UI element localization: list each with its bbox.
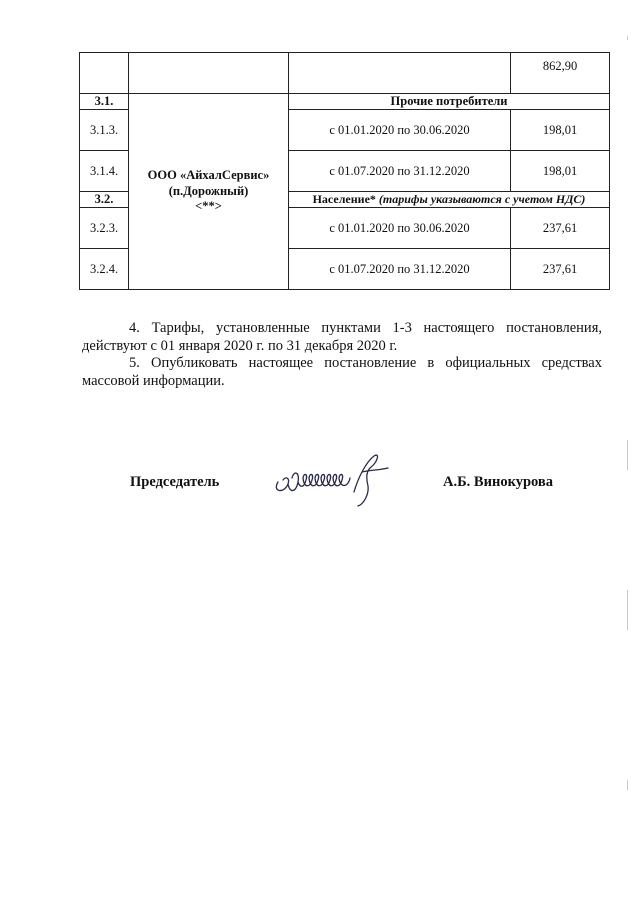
organization-note: <**>	[195, 199, 222, 214]
row-number: 3.2.4.	[80, 249, 129, 290]
table-cell	[129, 53, 289, 94]
section-title: Прочие потребители	[289, 94, 610, 110]
period-cell: с 01.07.2020 по 31.12.2020	[289, 151, 511, 192]
handwritten-signature	[270, 448, 400, 508]
tariff-table	[79, 52, 610, 290]
tariff-value: 198,01	[511, 151, 610, 192]
row-number: 3.1.3.	[80, 110, 129, 151]
section-title	[289, 192, 610, 208]
scan-mark	[627, 590, 628, 630]
tariff-value: 198,01	[511, 110, 610, 151]
row-number: 3.2.3.	[80, 208, 129, 249]
section-number: 3.1.	[80, 94, 129, 110]
period-cell: с 01.01.2020 по 30.06.2020	[289, 208, 511, 249]
paragraph-4: 4. Тарифы, установленные пунктами 1-3 настоящего постановления, действуют с 01 января 2020 г. по 31 декабря 2020 г.	[82, 320, 602, 354]
scan-mark	[627, 780, 628, 790]
table-cell	[80, 53, 129, 94]
signatory-name: А.Б. Винокурова	[443, 474, 553, 490]
tariff-value: 237,61	[511, 249, 610, 290]
scan-mark	[627, 440, 628, 470]
table-row	[80, 53, 610, 94]
paragraph-5: 5. Опубликовать настоящее постановление в официальных средствах массовой информации.	[82, 355, 602, 389]
section-title-main: Население*	[312, 192, 376, 206]
organization-cell	[129, 94, 289, 290]
organization-location: (п.Дорожный)	[168, 183, 249, 198]
organization-name: ООО «АйхалСервис»	[147, 168, 270, 183]
signatory-title: Председатель	[130, 474, 220, 490]
section-title-note: (тарифы указываются с учетом НДС)	[378, 192, 586, 206]
period-cell: с 01.01.2020 по 30.06.2020	[289, 110, 511, 151]
scan-mark	[627, 36, 628, 40]
tariff-value: 862,90	[511, 53, 610, 94]
table-cell	[289, 53, 511, 94]
period-cell: с 01.07.2020 по 31.12.2020	[289, 249, 511, 290]
section-header-row	[80, 94, 610, 110]
tariff-value: 237,61	[511, 208, 610, 249]
section-number: 3.2.	[80, 192, 129, 208]
row-number: 3.1.4.	[80, 151, 129, 192]
